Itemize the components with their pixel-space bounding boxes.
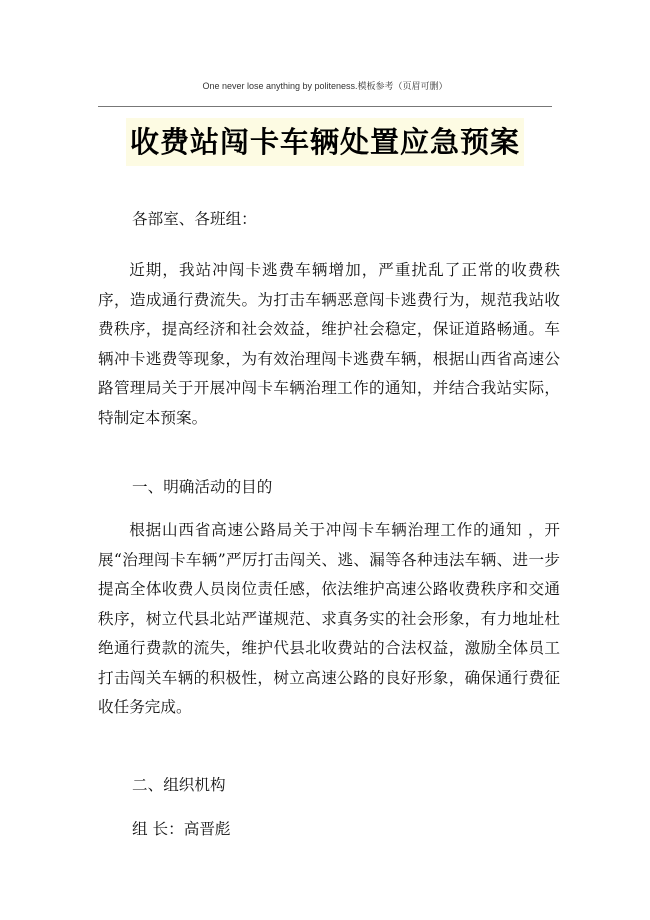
section-1-body: 根据山西省高速公路局关于冲闯卡车辆治理工作的通知 ，开展“治理闯卡车辆”严厉打击闯关、逃、漏等各种违法车辆、进一步提高全体收费人员岗位责任感，依法维护高速公路收费秩序和交通秩序，树立代县北站严谨规范、求真务实的社会形象，有力地址杜绝通行费款的流失，维护代县北收费站的合法权益，激励全体员工打击闯关车辆的积极性，树立高速公路的良好形象，确保通行费征收任务完成。 <box>98 521 560 716</box>
title-container <box>0 118 650 166</box>
intro-paragraph: 近期，我站冲闯卡逃费车辆增加，严重扰乱了正常的收费秩序，造成通行费流失。为打击车辆恶意闯卡逃费行为，规范我站收费秩序，提高经济和社会效益，维护社会稳定，保证道路畅通。车辆冲卡逃费等现象，为有效治理闯卡逃费车辆，根据山西省高速公路管理局关于开展冲闯卡车辆治理工作的通知，并结合我站实际，特制定本预案。 <box>98 261 560 427</box>
section-1-heading: 一、明确活动的目的 <box>132 478 273 496</box>
leader-line: 组 长：高晋彪 <box>132 820 231 838</box>
page-header: One never lose anything by politeness.模板参考（页眉可删） <box>202 81 448 91</box>
section-2-heading: 二、组织机构 <box>132 776 226 794</box>
header-rule <box>98 106 552 107</box>
document-title: 收费站闯卡车辆处置应急预案 <box>126 118 524 166</box>
salutation: 各部室、各班组： <box>132 210 257 228</box>
